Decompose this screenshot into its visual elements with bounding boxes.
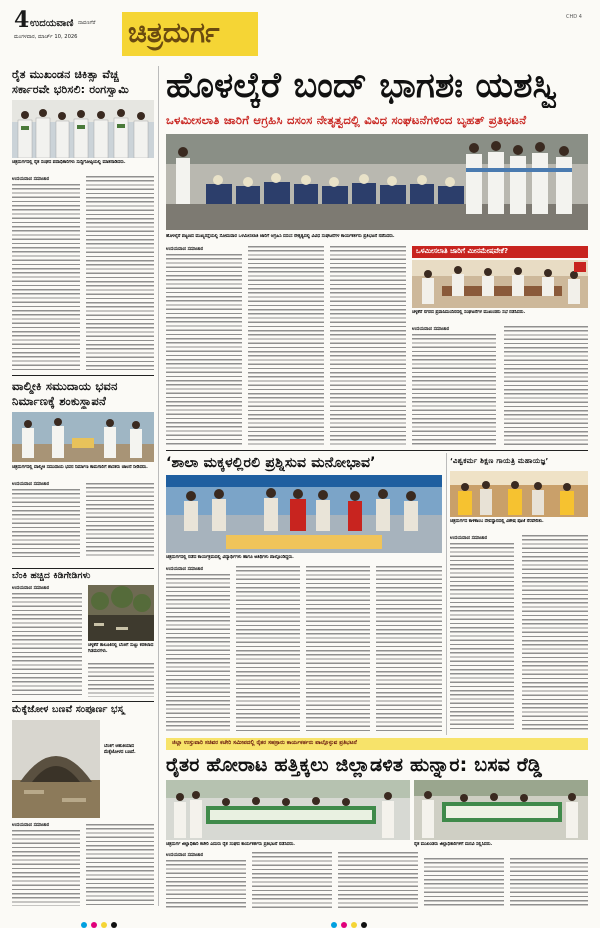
side-byline: ಉದಯವಾಣಿ ಸಮಾಚಾರ [450,536,488,541]
headline: ವಾಲ್ಮೀಕಿ ಸಮುದಾಯ ಭವನ [12,379,118,393]
box-tag-text: ಒಳಮೀಸಲಾತಿ ಜಾರಿಗೆ ಮೀನಮೇಷವೇಕೆ? [416,247,509,255]
divider [166,450,588,451]
column-divider [446,453,447,735]
photo-caption: ಚಳ್ಳಕೆರೆ ತಾಲೂಕಿನಲ್ಲಿ ಬೆಂಕಿಗೆ ಸುಟ್ಟು ಕರಕಲಾದ ಗಿಡಮರಗಳು. [88,643,154,654]
side-body-text [522,535,588,732]
body-text [86,483,154,557]
box-byline: ಉದಯವಾಣಿ ಸಮಾಚಾರ [412,327,450,332]
byline: ಉದಯವಾಣಿ ಸಮಾಚಾರ [12,482,50,487]
headline: ಮೆಕ್ಕೆಜೋಳ ಬಣವೆ ಸಂಪೂರ್ಣ ಭಸ್ಮ [12,704,125,715]
lead-caption: ಹೊಳಲ್ಕೆರೆ ಪಟ್ಟಣದ ಮುಖ್ಯರಸ್ತೆಯಲ್ಲಿ ಸೋಮವಾರ ಒಳಮೀಸಲಾತಿ ಜಾರಿಗೆ ಆಗ್ರಹಿಸಿ ದಸಂಸ ನೇತೃತ್ವದಲ್ಲಿ ವಿವಿಧ ಸಂಘಟನೆಗಳ ಕಾರ್ಯಕರ್ತರು ಪ್ರತಿಭಟನೆ ನಡೆಸಿದರು. [166,234,395,239]
registration-marks [80,914,140,922]
divider [12,701,154,702]
body-text [86,176,154,370]
bottom-body-text [424,858,504,908]
column-divider [158,66,159,906]
bottom-body-text [166,860,246,908]
left-story-4 [12,704,154,912]
bottom-kicker-bar [166,738,588,750]
school-byline: ಉದಯವಾಣಿ ಸಮಾಚಾರ [166,567,204,572]
photo-caption: ಚಿತ್ರದುರ್ಗದಲ್ಲಿ ವಾಲ್ಮೀಕಿ ಸಮುದಾಯ ಭವನ ನಿರ್ಮಾಣ ಕಾಮಗಾರಿಗೆ ಶಾಸಕರು ಚಾಲನೆ ನೀಡಿದರು. [12,465,148,470]
photo-caption: ಬೆಂಕಿಗೆ ಆಹುತಿಯಾದ ಮೆಕ್ಕೆಜೋಳದ ಬಣವೆ. [104,744,136,755]
story-photo [12,412,154,462]
photo-caption: ಚಿತ್ರದುರ್ಗದಲ್ಲಿ ರೈತ ಸಂಘದ ಪದಾಧಿಕಾರಿಗಳು ಸುದ್ದಿಗೋಷ್ಠಿಯಲ್ಲಿ ಮಾತನಾಡಿದರು. [12,160,126,165]
story-photo [12,100,154,158]
bottom-body-text [510,858,588,908]
lead-byline: ಉದಯವಾಣಿ ಸಮಾಚಾರ [166,247,204,252]
lead-headline: ಹೊಳಲ್ಕೆರೆ ಬಂದ್‌ ಭಾಗಶಃ ಯಶಸ್ವಿ [166,66,558,106]
lead-body-text [166,254,242,446]
bottom-caption-2: ರೈತ ಮುಖಂಡರು ಜಿಲ್ಲಾಧಿಕಾರಿಗಳಿಗೆ ಮನವಿ ಸಲ್ಲಿಸಿದರು. [414,842,493,847]
lead-photo [166,134,588,230]
date-line: ಮಂಗಳವಾರ, ಮಾರ್ಚ್‌ 10, 2026 [14,34,78,40]
edition-name: ಚಿತ್ರದುರ್ಗ [128,16,220,49]
headline-line-2: ಸರ್ಕಾರವೇ ಭರಿಸಲಿ: ರಂಗಸ್ವಾಮಿ [12,83,129,96]
side-photo [450,471,588,517]
divider [12,568,154,569]
body-text [88,663,154,697]
byline: ಉದಯವಾಣಿ ಸಮಾಚಾರ [12,177,50,182]
body-text [12,830,80,906]
side-headline: ‘ವಿಶ್ವಕರ್ಮ ಶಿಕ್ಷಣ ಗಾಯತ್ರಿ ಮಹಾಯಜ್ಞ’ [450,456,549,465]
left-story-1 [12,68,154,372]
story-photo [88,585,154,641]
headline-line-2: ನಿರ್ಮಾಣಕ್ಕೆ ಶಂಕುಸ್ಥಾಪನೆ [12,394,107,408]
box-tag [412,246,588,258]
story-photo [12,720,100,818]
edition-band [122,12,258,56]
lead-body-text [330,246,406,446]
bottom-body-text [338,852,418,908]
bottom-body-text [252,852,332,908]
body-text [12,184,80,370]
byline: ಉದಯವಾಣಿ ಸಮಾಚಾರ [12,823,50,828]
lead-body-text [248,246,324,446]
edition-small: ದಾವಣಗೆರೆ [78,20,96,26]
headline: ರೈತ ಮುಖಂಡನ ಚಿಕಿತ್ಸಾ ವೆಚ್ಚ [12,68,119,81]
paper-name: ಉದಯವಾಣಿ [30,18,74,29]
page-code: CHD 4 [566,14,582,20]
school-body-text [376,566,442,732]
school-photo [166,475,442,553]
bottom-headline: ರೈತರ ಹೋರಾಟ ಹತ್ತಿಕ್ಕಲು ಜಿಲ್ಲಾಡಳಿತ ಹುನ್ನಾರ: ಬಸವ ರೆಡ್ಡಿ [166,754,543,776]
box-photo [412,260,588,308]
box-story [412,246,588,446]
page-number: 4 [14,7,30,33]
bottom-byline: ಉದಯವಾಣಿ ಸಮಾಚಾರ [166,853,204,858]
bottom-kicker: ಜಿಲ್ಲಾ ಉಸ್ತುವಾರಿ ಸಚಿವರ ಕಚೇರಿ ಸಮೀಪದಲ್ಲಿ ರೈತರ ಸಹಸ್ರಾರು ಕಾರ್ಯಕರ್ತರು ಪಾಲ್ಗೊಳ್ಳುವ ಪ್ರತಿಭಟನೆ [172,740,357,746]
bottom-caption-1: ಚಿತ್ರದುರ್ಗ ಜಿಲ್ಲಾಧಿಕಾರಿ ಕಚೇರಿ ಎದುರು ರೈತ ಸಂಘದ ಕಾರ್ಯಕರ್ತರು ಪ್ರತಿಭಟನೆ ನಡೆಸಿದರು. [166,842,295,847]
divider [12,375,154,376]
side-caption: ಚಿತ್ರದುರ್ಗದ ಕಾಳಿಕಾಂಬ ದೇವಸ್ಥಾನದಲ್ಲಿ ವಿಶೇಷ ಪೂಜೆ ನೆರವೇರಿತು. [450,519,544,524]
body-text [12,489,80,557]
lead-subhead: ಒಳಮೀಸಲಾತಿ ಜಾರಿಗೆ ಆಗ್ರಹಿಸಿ ದಸಂಸ ನೇತೃತ್ವದಲ್ಲಿ ವಿವಿಧ ಸಂಘಟನೆಗಳಿಂದ ಬೃಹತ್‌ ಪ್ರತಿಭಟನೆ [166,113,527,127]
left-story-2 [12,379,154,565]
school-body-text [306,566,370,732]
registration-marks [330,914,390,922]
masthead [14,8,586,64]
school-body-text [166,574,230,732]
body-text [12,593,82,697]
side-body-text [450,543,514,732]
box-caption: ಚಳ್ಳಕೆರೆ ನಗರದ ಪ್ರವಾಸಿಮಂದಿರದಲ್ಲಿ ಸಂಘಟನೆಗಳ ಮುಖಂಡರು ಸಭೆ ನಡೆಸಿದರು. [412,310,526,315]
school-story [166,453,442,735]
body-text [86,824,154,906]
headline: ಬೆಂಕಿ ಹಚ್ಚಿದ ಕಿಡಿಗೇಡಿಗಳು [12,571,91,581]
left-story-3 [12,571,154,699]
byline: ಉದಯವಾಣಿ ಸಮಾಚಾರ [12,586,50,591]
school-body-text [236,566,300,732]
side-story [450,453,588,735]
box-body-text [412,334,496,446]
box-body-text [504,326,588,446]
bottom-photo-1 [166,780,410,840]
school-caption: ಚಿತ್ರದುರ್ಗದಲ್ಲಿ ನಡೆದ ಕಾರ್ಯಕ್ರಮದಲ್ಲಿ ವಿದ್ಯಾರ್ಥಿಗಳು ಹಾಗೂ ಅತಿಥಿಗಳು ಪಾಲ್ಗೊಂಡಿದ್ದರು. [166,555,294,560]
bottom-photo-2 [414,780,588,840]
school-headline: ‘ಶಾಲಾ ಮಕ್ಕಳಲ್ಲಿರಲಿ ಪ್ರಶ್ನಿಸುವ ಮನೋಭಾವ’ [166,455,376,471]
